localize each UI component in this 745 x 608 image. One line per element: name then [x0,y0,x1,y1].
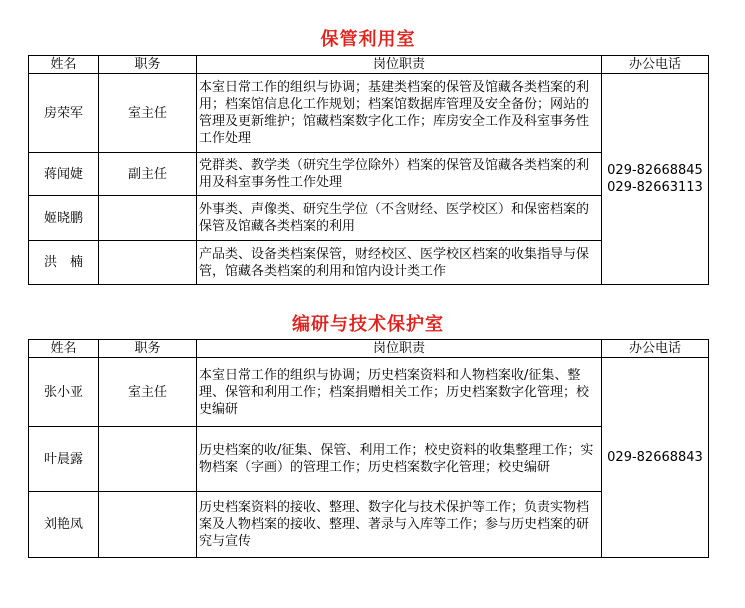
office-phone-cell [602,358,709,558]
staff-duties: 产品类、设备类档案保管，财经校区、医学校区档案的收集指导与保管，馆藏各类档案的利用和馆内设计类工作 [197,241,602,285]
staff-name: 房荣军 [29,74,99,153]
staff-name: 洪 楠 [29,241,99,285]
staff-table-storage [28,55,709,285]
staff-name: 叶晨露 [29,427,99,492]
table-row [29,358,709,427]
office-phone-cell [602,74,709,285]
table-header-row [29,56,709,74]
staff-position [99,492,197,558]
staff-position [99,427,197,492]
staff-position [99,241,197,285]
section-title-compilation: 编研与技术保护室 [292,314,444,335]
staff-position [99,196,197,241]
staff-duties: 外事类、声像类、研究生学位（不含财经、医学校区）和保密档案的保管及馆藏各类档案的利用 [197,196,602,241]
staff-name: 张小亚 [29,358,99,427]
header-phone: 办公电话 [602,56,709,74]
header-position: 职务 [99,56,197,74]
staff-table-compilation [28,339,709,558]
staff-name: 刘艳凤 [29,492,99,558]
staff-position: 室主任 [99,74,197,153]
header-duties: 岗位职责 [197,56,602,74]
table-row [29,74,709,153]
header-duties: 岗位职责 [197,340,602,358]
office-phone: 029-82668845 [607,163,703,178]
header-name: 姓名 [29,56,99,74]
staff-duties: 本室日常工作的组织与协调；基建类档案的保管及馆藏各类档案的利用；档案馆信息化工作规划；档案馆数据库管理及安全备份；网站的管理及更新维护；馆藏档案数字化工作；库房安全工作及科室事务性工作处理 [197,74,602,153]
staff-position: 副主任 [99,153,197,196]
header-phone: 办公电话 [602,340,709,358]
header-name: 姓名 [29,340,99,358]
office-phone: 029-82663113 [607,180,703,195]
table-header-row [29,340,709,358]
staff-duties: 历史档案的收/征集、保管、利用工作；校史资料的收集整理工作；实物档案（字画）的管理工作；历史档案数字化管理；校史编研 [197,427,602,492]
staff-position: 室主任 [99,358,197,427]
staff-name: 蒋闻婕 [29,153,99,196]
staff-duties: 本室日常工作的组织与协调；历史档案资料和人物档案收/征集、整理、保管和利用工作；档案捐赠相关工作；历史档案数字化管理；校史编研 [197,358,602,427]
office-phone: 029-82668843 [607,450,703,465]
staff-duties: 党群类、教学类（研究生学位除外）档案的保管及馆藏各类档案的利用及科室事务性工作处理 [197,153,602,196]
section-title-storage: 保管利用室 [320,29,416,50]
staff-name: 姬晓鹏 [29,196,99,241]
header-position: 职务 [99,340,197,358]
staff-duties: 历史档案资料的接收、整理、数字化与技术保护等工作；负责实物档案及人物档案的接收、整理、著录与入库等工作；参与历史档案的研究与宣传 [197,492,602,558]
